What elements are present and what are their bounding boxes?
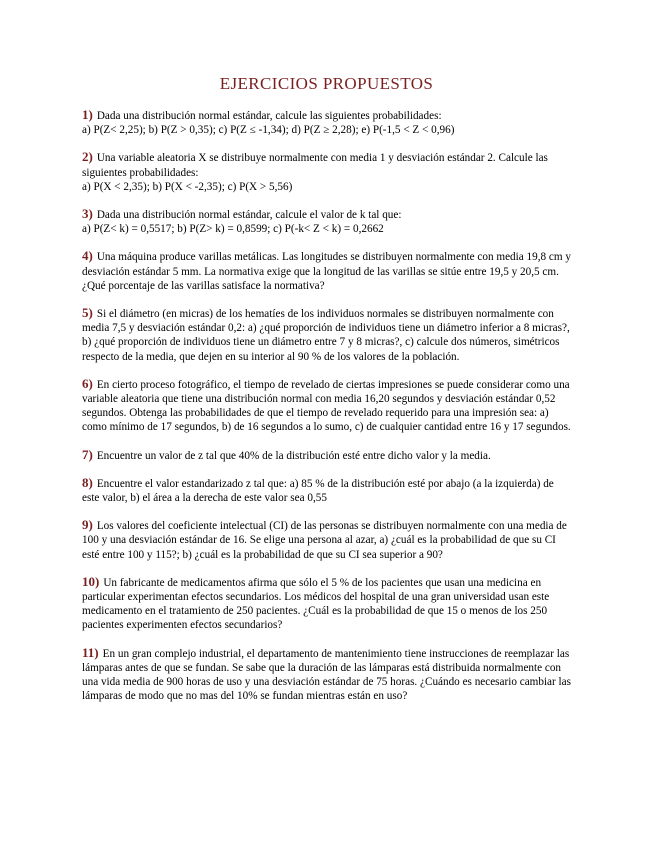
page-title: EJERCICIOS PROPUESTOS [219, 74, 434, 93]
exercise-9 [82, 518, 571, 562]
exercise-number: 1) [82, 107, 93, 122]
exercise-text: Encuentre un valor de z tal que 40% de la distribución esté entre dicho valor y la media. [96, 449, 491, 462]
exercise-text: Un fabricante de medicamentos afirma que sólo el 5 % de los pacientes que usan una medicina en particular experimentan efectos secundarios. Los médicos del hospital de una gran universidad usan este medicamento en el tratamiento de 250 pacientes. ¿Cuál es la probabilidad de que 15 o menos de los 250 pacientes experimenten efectos secundarios? [82, 576, 550, 632]
exercise-text: Los valores del coeficiente intelectual (CI) de las personas se distribuyen normalmente con una media de 100 y una desviación estándar de 16. Se elige una persona al azar, a) ¿cuál es la probabilidad de que su CI esté entre 100 y 115?; b) ¿cuál es la probabilidad de que su CI sea superior a 90? [82, 520, 567, 561]
exercise-text: Encuentre el valor estandarizado z tal que: a) 85 % de la distribución esté por abajo (a la izquierda) de este valor, b) el área a la derecha de este valor sea 0,55 [82, 477, 554, 505]
exercise-text: En un gran complejo industrial, el departamento de mantenimiento tiene instrucciones de reemplazar las lámparas antes de que se fundan. Se sabe que la duración de las lámparas está distribuida normalmente con una vida media de 900 horas de uso y una desviación estándar de 75 horas. ¿Cuándo es necesario cambiar las lámparas de modo que no mas del 10% se fundan mientras están en uso? [82, 647, 571, 703]
exercise-11 [82, 646, 571, 704]
exercise-text: Si el diámetro (en micras) de los hematíes de los individuos normales se distribuyen normalmente con media 7,5 y desviación estándar 0,2: a) ¿qué proporción de individuos tiene un diámetro inferior a 8 micras?, b) ¿qué proporción de individuos tiene un diámetro entre 7 y 8 micras?, c) calcule dos números, simétricos respecto de la media, que dejen en su interior al 90 % de los valores de la población. [82, 308, 570, 363]
exercise-text: Dada una distribución normal estándar, calcule el valor de k tal que: [96, 209, 402, 222]
exercise-list [82, 108, 571, 704]
exercise-number: 7) [82, 446, 93, 462]
exercise-3 [82, 207, 571, 236]
exercise-number: 8) [82, 474, 93, 490]
exercise-number: 10) [82, 573, 100, 589]
exercise-text: Una variable aleatoria X se distribuye normalmente con media 1 y desviación estándar 2. Calcule las siguientes probabilidades: [82, 152, 548, 179]
exercise-2 [82, 150, 571, 194]
exercise-4 [82, 249, 571, 293]
exercise-text: Una máquina produce varillas metálicas. Las longitudes se distribuyen normalmente con media 19,8 cm y desviación estándar 5 mm. La normativa exige que la longitud de las varillas se sitúe entre 19,5 y 20,5 cm. ¿Qué porcentaje de las varillas satisface la normativa? [82, 251, 571, 292]
exercise-number: 6) [82, 375, 93, 391]
exercise-number: 9) [82, 517, 93, 533]
exercise-number: 4) [82, 248, 93, 264]
exercise-number: 3) [82, 206, 93, 222]
exercise-items: a) P(Z< k) = 0,5517; b) P(Z> k) = 0,8599; c) P(-k< Z < k) = 0,2662 [82, 223, 384, 236]
exercise-text: En cierto proceso fotográfico, el tiempo de revelado de ciertas impresiones se puede considerar como una variable aleatoria que tiene una distribución normal con media 16,20 segundos y desviación estándar 0,52 segundos. Obtenga las probabilidades de que el tiempo de revelado requerido para una impresión sea: a) como mínimo de 17 segundos, b) de 16 segundos a lo sumo, c) de cualquier cantidad entre 16 y 17 segundos. [82, 378, 571, 434]
exercise-1 [82, 108, 571, 137]
exercise-10 [82, 575, 571, 633]
exercise-5 [82, 306, 571, 364]
exercise-number: 11) [82, 644, 99, 660]
exercise-6 [82, 377, 571, 435]
exercise-7 [82, 448, 571, 463]
exercise-text: Dada una distribución normal estándar, calcule las siguientes probabilidades: [96, 110, 442, 122]
exercise-number: 5) [82, 305, 93, 321]
exercise-items: a) P(X < 2,35); b) P(X < -2,35); c) P(X > 5,56) [82, 180, 293, 193]
exercise-8 [82, 476, 571, 505]
exercise-items: a) P(Z< 2,25); b) P(Z > 0,35); c) P(Z ≤ -1,34); d) P(Z ≥ 2,28); e) P(-1,5 < Z < 0,96) [82, 124, 455, 137]
exercise-number: 2) [82, 149, 93, 165]
